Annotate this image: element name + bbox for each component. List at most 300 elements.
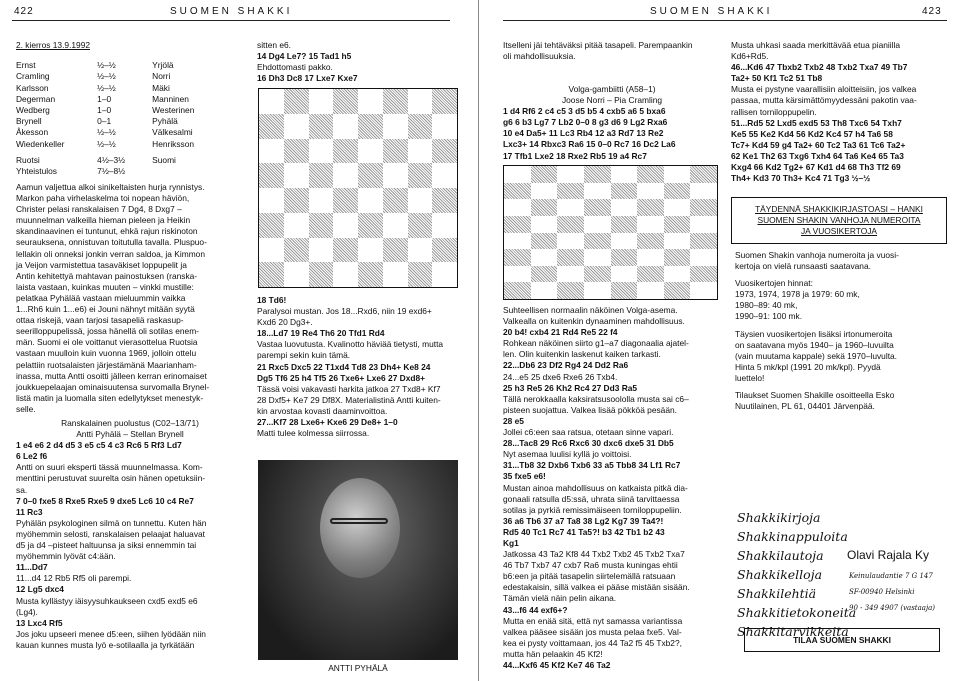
board-square <box>358 139 383 164</box>
annotation-line: Jollei c6:een saa ratsua, otetaan sinne vapari. <box>503 427 674 438</box>
board-square <box>383 163 408 188</box>
board-square <box>309 188 334 213</box>
board-square <box>584 166 611 183</box>
annotation-line: Tällä nerokkaalla kaksiratsusoololla musta sai c6– <box>503 393 689 404</box>
board-square <box>432 89 457 114</box>
annotation-line: Tämän vielä näin pelin aikana. <box>503 593 617 604</box>
annotation-line: valkea pääsee sisään jos musta pelaa fxe5. Val- <box>503 626 682 637</box>
annotation-line: Nyt asemaa luulisi kyllä jo voittoisi. <box>503 449 632 460</box>
board-square <box>664 282 691 299</box>
board-square <box>504 166 531 183</box>
board-square <box>637 166 664 183</box>
board-square <box>259 238 284 263</box>
board-square <box>284 188 309 213</box>
game-line: kauan kunnes musta lyö e-sotilaalla ja tyrkätään <box>16 639 195 650</box>
board-square <box>557 199 584 216</box>
annotation-line: mutta hän pelaakin 45 Kf2! <box>503 648 603 659</box>
annotation-line: passaa, mutta kärsimättömyydessäni pakotin vaa- <box>731 95 917 106</box>
back-issues-ad <box>731 197 947 412</box>
board-square <box>637 216 664 233</box>
game-line: 11...Dd7 <box>16 562 48 573</box>
annotation-line: Mustan ainoa mahdollisuus on katkaista pitkä dia- <box>503 482 688 493</box>
board-square <box>504 266 531 283</box>
board-square <box>259 114 284 139</box>
annotation-line: Tc7+ Kd4 59 g4 Ta2+ 60 Tc2 Ta3 61 Tc6 Ta2+ <box>731 139 906 150</box>
annotation-line: len. Olin kuitenkin laskenut kaiken tarkasti. <box>503 349 661 360</box>
board-square <box>611 166 638 183</box>
game-line: (Lg4). <box>16 606 38 617</box>
board-square <box>531 216 558 233</box>
board-square <box>432 262 457 287</box>
photo-glasses <box>330 518 388 524</box>
back-issues-body-line: Suomen Shakin vanhoja numeroita ja vuosi- <box>735 250 899 260</box>
move-line: 1 d4 Rf6 2 c4 c5 3 d5 b5 4 cxb5 a6 5 bxa6 <box>503 106 666 117</box>
move-line: 10 e4 Da5+ 11 Lc3 Rb4 12 a3 Rd7 13 Re2 <box>503 128 664 139</box>
board-square <box>432 238 457 263</box>
board-square <box>383 213 408 238</box>
back-issues-title-line: TÄYDENNÄ SHAKKIKIRJASTOASI – HANKI <box>755 204 923 214</box>
back-issues-body-line: 1973, 1974, 1978 ja 1979: 60 mk, <box>735 289 860 300</box>
right-header-rule <box>503 20 947 21</box>
annotation-line: 46...Kd6 47 Tbxb2 Txb2 48 Txb2 Txa7 49 Tb7 <box>731 62 908 73</box>
annotation-line: Musta ei pystyne vaarallisiin aloitteisiin, jos valkea <box>731 84 917 95</box>
board-square <box>309 139 334 164</box>
board-square <box>432 213 457 238</box>
left-header-rule <box>12 20 450 21</box>
annotation-line: Rohkean näköinen siirto g1–a7 diagonaalia ajatel- <box>503 338 689 349</box>
player-photo <box>258 460 458 660</box>
board-square <box>408 163 433 188</box>
board-square <box>637 282 664 299</box>
annotation-line: Kxd6 20 Dg3+. <box>257 317 313 328</box>
col3-game-title: Volga-gambiitti (A58–1) <box>568 84 656 94</box>
annotation-line: edestakaisin, sillä valkea ei pääse mistään sisään. <box>503 582 690 593</box>
article-line: 1...Rh6 kuin 1...e6) ei Jouni nähnyt mitään syytä <box>16 304 195 315</box>
annotation-line: 35 fxe5 e6! <box>503 471 546 482</box>
back-issues-body-line: (vain muutama kappale) sekä 1970–luvulta. <box>735 350 898 361</box>
board-square <box>690 166 717 183</box>
annotation-line: 44...Kxf6 45 Kf2 Ke7 46 Ta2 <box>503 660 611 670</box>
results-cell: Karlsson <box>16 82 49 93</box>
annotation-line: Th4+ Kd3 70 Th3+ Kc4 71 Tg3 ½–½ <box>731 173 871 184</box>
board-square <box>664 249 691 266</box>
back-issues-body-line: Hinta 5 mk/kpl (1991 20 mk/kpl). Pyydä <box>735 361 881 372</box>
board-square <box>259 262 284 287</box>
rajala-phone: 90 - 349 4907 (vastaaja) <box>849 604 936 612</box>
board-square <box>611 216 638 233</box>
annotation-line: 18...Ld7 19 Re4 Th6 20 Tfd1 Rd4 <box>257 328 385 339</box>
annotation-line: Valkealla on kuitenkin dynaaminen mahdollisuus. <box>503 316 685 327</box>
article-line: ja Veijon varmistettua tasaväkiset loppupelit ja <box>16 259 187 270</box>
board-square <box>557 166 584 183</box>
board-square <box>284 163 309 188</box>
back-issues-body-line: Täysien vuosikertojen lisäksi irtonumeroita <box>735 328 893 339</box>
results-row <box>16 94 241 105</box>
game-col1 <box>16 418 244 651</box>
col2-top-text <box>257 40 473 84</box>
annotation-line: pisteen suojattua. Valkea lisää pökköä pesään. <box>503 404 677 415</box>
results-row <box>16 116 241 127</box>
board-square <box>557 216 584 233</box>
annotation-line: 28 Dxf5+ Ke7 29 Df8X. Materialistinä Antti kuiten- <box>257 394 441 405</box>
article-line: seurauksena, onnistuvan toitutulla tavalla. Pluspuo- <box>16 237 207 248</box>
rajala-product: Shakkitietokoneita <box>737 605 857 620</box>
board-square <box>333 114 358 139</box>
game-line: 1 e4 e6 2 d4 d5 3 e5 c5 4 c3 Rc6 5 Rf3 Ld7 <box>16 440 182 451</box>
board-square <box>690 183 717 200</box>
board-square <box>664 183 691 200</box>
board-square <box>690 233 717 250</box>
board-square <box>637 233 664 250</box>
board-square <box>309 163 334 188</box>
board-square <box>432 114 457 139</box>
back-issues-title-line: SUOMEN SHAKIN VANHOJA NUMEROITA <box>757 215 921 225</box>
article-line: joukkuepelaajan ominaisuutensa survomalla Brynel- <box>16 381 210 392</box>
right-page-number: 423 <box>922 6 942 17</box>
results-cell: Yrjölä <box>152 60 174 71</box>
board-square <box>557 233 584 250</box>
page-gutter <box>478 0 479 681</box>
annotation-line: gonaali ratsulla d5:ssä, uhrata siinä tarvittaessa <box>503 493 680 504</box>
results-cell: 1–0 <box>97 93 112 104</box>
back-issues-title-box <box>731 197 947 244</box>
board-square <box>584 249 611 266</box>
board-square <box>358 238 383 263</box>
board-square <box>408 238 433 263</box>
board-square <box>358 163 383 188</box>
results-cell: Välkesalmi <box>152 127 193 138</box>
board-square <box>408 188 433 213</box>
annotation-line: 18 Td6! <box>257 295 287 305</box>
game-line: 11 Rc3 <box>16 506 43 517</box>
board-square <box>611 266 638 283</box>
game-line: Musta kyllästyy iäisyysuhkaukseen cxd5 exd5 e6 <box>16 595 198 606</box>
rajala-company: Olavi Rajala Ky <box>847 548 930 562</box>
results-cell: Brynell <box>16 116 42 127</box>
col4-top-text <box>731 40 949 184</box>
col2-bottom-text <box>257 295 473 439</box>
results-cell: 4½–3½ <box>97 154 126 165</box>
article-line: selle. <box>16 403 36 414</box>
results-total-row <box>16 150 241 166</box>
board-square <box>284 213 309 238</box>
game-line: 7 0–0 fxe5 8 Rxe5 Rxe5 9 dxe5 Lc6 10 c4 Re7 <box>16 495 194 506</box>
article-line: skandinaavinen ei tuntunut, ehkä rajun riskinoton <box>16 226 198 237</box>
back-issues-body-line: Nuutilainen, PL 61, 04401 Järvenpää. <box>735 401 875 412</box>
annotation-line: 28...Tac8 29 Rc6 Rxc6 30 dxc6 dxe5 31 Db5 <box>503 438 674 449</box>
board-square <box>259 188 284 213</box>
board-square <box>259 89 284 114</box>
board-square <box>611 233 638 250</box>
annotation-line: Ke5 55 Ke2 Kd4 56 Kd2 Kc4 57 h4 Ta6 58 <box>731 128 893 139</box>
game-line: d5 ja d4 –pisteet haltuunsa ja siksi ennemmin tai <box>16 540 197 551</box>
board-square <box>383 139 408 164</box>
board-square <box>557 183 584 200</box>
board-square <box>504 183 531 200</box>
article-line: ottaa riskejä, vaan tarjosi tasapeliä raskasup- <box>16 315 184 326</box>
board-square <box>664 266 691 283</box>
annotation-line: Kxg4 66 Kd2 Tg2+ 67 Kd1 d4 68 Th3 Tf2 69 <box>731 162 901 173</box>
annotation-line: Tässä voisi vakavasti harkita jatkoa 27 Txd8+ Kf7 <box>257 383 441 394</box>
game-line: Jos joku upseeri menee d5:een, siihen lyödään niin <box>16 628 206 639</box>
board-square <box>531 233 558 250</box>
results-cell: Manninen <box>152 93 189 104</box>
board-square <box>284 114 309 139</box>
results-cell: Westerinen <box>152 104 195 115</box>
results-cell: Degerman <box>16 93 56 104</box>
results-table <box>16 60 241 177</box>
annotation-line: 21 Rxc5 Dxc5 22 T1xd4 Td8 23 Dh4+ Ke8 24 <box>257 361 431 372</box>
board-square <box>584 266 611 283</box>
chess-diagram-1 <box>258 88 458 288</box>
board-square <box>690 266 717 283</box>
results-row <box>16 139 241 150</box>
annotation-line: 62 Ke1 Th2 63 Txg6 Txh4 64 Ta6 Ke4 65 Ta3 <box>731 150 904 161</box>
article-line: seerilloppupelissä, jossa hänellä oli sotilas enem- <box>16 326 199 337</box>
board-square <box>557 266 584 283</box>
board-square <box>531 183 558 200</box>
photo-caption: ANTTI PYHÄLÄ <box>328 663 388 673</box>
back-issues-body-line: 1990–91: 100 mk. <box>735 311 803 322</box>
results-total-row <box>16 166 241 177</box>
board-square <box>531 282 558 299</box>
game-line: 6 Le2 f6 <box>16 451 48 462</box>
results-cell: ½–½ <box>97 60 116 71</box>
results-cell: Norri <box>152 71 171 82</box>
board-square <box>504 282 531 299</box>
board-square <box>284 139 309 164</box>
rajala-product: Shakkitarvikkeita <box>737 624 849 639</box>
results-row <box>16 60 241 71</box>
board-square <box>504 249 531 266</box>
move-line: 17 Tfb1 Lxe2 18 Rxe2 Rb5 19 a4 Rc7 <box>503 150 647 161</box>
board-square <box>259 213 284 238</box>
annotation-line: Matti tulee kolmessa siirrossa. <box>257 428 370 439</box>
board-square <box>333 139 358 164</box>
article-line: pelatkaa Pyhälää vastaan mieluummin vaikka <box>16 292 186 303</box>
board-square <box>504 233 531 250</box>
article-line: inassa, mutta Antti osoitti jälleen kerran erinomaiset <box>16 370 207 381</box>
game-line: myöhemmin selosti, ranskalaisen pelaajat haluavat <box>16 528 206 539</box>
rajala-product: Shakkikelloja <box>737 567 823 582</box>
results-cell: Henriksson <box>152 138 195 149</box>
rajala-product: Shakkikirjoja <box>737 510 821 525</box>
results-cell: Wedberg <box>16 104 50 115</box>
annotation-line: parempi sekin kuin tämä. <box>257 350 351 361</box>
annotation-line: 25 h3 Re5 26 Kh2 Rc4 27 Dd3 Ra5 <box>503 382 638 393</box>
annotation-line: Rd5 40 Tc1 Rc7 41 Ta5?! b3 42 Tb1 b2 43 <box>503 526 665 537</box>
annotation-line: Musta uhkasi saada merkittävää etua pianiilla <box>731 40 900 50</box>
board-square <box>504 199 531 216</box>
annotation-line: 36 a6 Tb6 37 a7 Ta8 38 Lg2 Kg7 39 Ta4?! <box>503 515 664 526</box>
board-square <box>584 199 611 216</box>
board-square <box>504 216 531 233</box>
rajala-product: Shakkinappuloita <box>737 529 848 544</box>
board-square <box>690 249 717 266</box>
annotation-line: 22...Db6 23 Df2 Rg4 24 Dd2 Ra6 <box>503 360 629 371</box>
annotation-line: 20 b4! cxb4 21 Rd4 Re5 22 f4 <box>503 327 618 338</box>
game-line: 11...d4 12 Rb5 Rf5 oli parempi. <box>16 573 132 584</box>
board-square <box>358 114 383 139</box>
board-square <box>358 188 383 213</box>
results-row <box>16 105 241 116</box>
col3-game <box>503 84 721 162</box>
board-square <box>408 89 433 114</box>
board-square <box>690 199 717 216</box>
rajala-product: Shakkilautoja <box>737 548 824 563</box>
board-square <box>284 89 309 114</box>
annotation-line: b6:een ja pitää tasapelin siirtelemällä ratsuaan <box>503 571 676 582</box>
board-square <box>358 262 383 287</box>
back-issues-body-line: Tilaukset Suomen Shakille osoitteella Esko <box>735 390 895 401</box>
photo-face <box>320 478 400 578</box>
game-line: Antti on suuri eksperti tässä muunnelmassa. Kom- <box>16 462 203 473</box>
board-square <box>664 216 691 233</box>
board-square <box>383 262 408 287</box>
annotation-line: 46 Tb7 Txb7 47 cxb7 Ra6 musta kuningas ehtii <box>503 560 678 571</box>
board-square <box>690 282 717 299</box>
move-line: g6 6 b3 Lg7 7 Lb2 0–0 8 g3 d6 9 Lg2 Rxa6 <box>503 117 668 128</box>
annotation-line: Dg5 Tf6 25 h4 Tf5 26 Txe6+ Lxe6 27 Dxd8+ <box>257 372 426 383</box>
game-line: 13 Lxc4 Rf5 <box>16 617 63 628</box>
back-issues-body-line: Vuosikertojen hinnat: <box>735 278 813 289</box>
board-square <box>637 249 664 266</box>
board-square <box>408 262 433 287</box>
annotation-line: 14 Dg4 Le7? 15 Tad1 h5 <box>257 51 352 62</box>
results-cell: ½–½ <box>97 138 116 149</box>
board-square <box>584 282 611 299</box>
annotation-line: Jatkossa 43 Ta2 Kf8 44 Txb2 Txb2 45 Txb2 Txa7 <box>503 549 685 560</box>
col3-bottom-text <box>503 305 721 671</box>
rajala-address-1: Keinulaudantie 7 G 147 <box>849 572 933 580</box>
annotation-line: kea ei pysty voittamaan, jos 44 Ta2 f5 45 Txb2?, <box>503 637 682 648</box>
board-square <box>309 262 334 287</box>
results-cell: Suomi <box>152 154 176 165</box>
article-line: muunnelman valkeilla hieman pieleen ja Heikin <box>16 215 191 226</box>
board-square <box>637 183 664 200</box>
board-square <box>611 183 638 200</box>
board-square <box>637 266 664 283</box>
board-square <box>358 213 383 238</box>
annotation-line: sitten e6. <box>257 40 291 50</box>
game-title: Ranskalainen puolustus (C02–13/71) <box>61 418 199 428</box>
board-square <box>584 183 611 200</box>
rajala-product: Shakkilehtiä <box>737 586 817 601</box>
board-square <box>432 188 457 213</box>
board-square <box>531 266 558 283</box>
annotation-line: Suhteellisen normaalin näköinen Volga-asema. <box>503 305 678 315</box>
left-running-title: SUOMEN SHAKKI <box>170 6 293 17</box>
game-line: 12 Lg5 dxc4 <box>16 584 64 595</box>
annotation-line: 43...f6 44 exf6+? <box>503 604 568 615</box>
back-issues-body-line: kertoja on vielä runsaasti saatavana. <box>735 261 871 272</box>
article-line: Itselleni jäi tehtäväksi pitää tasapeli. Parempaankin <box>503 40 693 50</box>
game-line: Pyhälän psykologinen silmä on tunnettu. Kuten hän <box>16 517 207 528</box>
annotation-line: Paralysoi mustan. Jos 18...Rxd6, niin 19 exd6+ <box>257 306 432 317</box>
move-line: Lxc3+ 14 Rbxc3 Ra6 15 0–0 Rc7 16 Dc2 La6 <box>503 139 676 150</box>
results-cell: ½–½ <box>97 82 116 93</box>
board-square <box>309 238 334 263</box>
results-row <box>16 71 241 82</box>
board-square <box>408 114 433 139</box>
board-square <box>383 89 408 114</box>
annotation-line: 24...e5 25 dxe6 Rxe6 26 Txb4. <box>503 371 618 382</box>
article-line: Markon paha virhelaskelma toi nopean häviön, <box>16 193 190 204</box>
board-square <box>259 163 284 188</box>
board-square <box>383 238 408 263</box>
article-line: Aamun valjettua alkoi sinikeltaisten hurja rynnistys. <box>16 182 205 192</box>
board-square <box>432 163 457 188</box>
back-issues-body-line: on saatavana myös 1940– ja 1960–luvuilta <box>735 339 894 350</box>
results-cell: Mäki <box>152 82 170 93</box>
board-square <box>383 188 408 213</box>
game-players: Antti Pyhälä – Stellan Brynell <box>76 429 184 440</box>
right-running-title: SUOMEN SHAKKI <box>650 6 773 17</box>
board-square <box>531 249 558 266</box>
annotation-line: 16 Dh3 Dc8 17 Lxe7 Kxe7 <box>257 73 358 84</box>
board-square <box>531 166 558 183</box>
board-square <box>309 213 334 238</box>
results-cell: 1–0 <box>97 104 112 115</box>
subscribe-label: TILAA SUOMEN SHAKKI <box>793 635 891 645</box>
annotation-line: Kd6+Rd5. <box>731 51 769 62</box>
article-line: lellakin oli onneksi jonkin verran saldoa, ja Kimmon <box>16 248 205 259</box>
board-square <box>284 262 309 287</box>
board-square <box>584 216 611 233</box>
board-square <box>333 238 358 263</box>
board-square <box>432 139 457 164</box>
board-square <box>637 199 664 216</box>
article-line: vastaan muulloin kuin vuonna 1969, jolloin ottelu <box>16 348 197 359</box>
annotation-line: 28 e5 <box>503 415 524 426</box>
board-square <box>664 233 691 250</box>
board-square <box>611 282 638 299</box>
results-cell: Ruotsi <box>16 154 40 165</box>
article-line: laista vastaan, kuinkas muuten – vinkki mustille: <box>16 281 194 292</box>
results-cell: Yhteistulos <box>16 165 57 176</box>
results-row <box>16 127 241 138</box>
article-line: Christer pelasi ranskalaisen 7 Dg4, 8 Dxg7 – <box>16 204 182 215</box>
board-square <box>333 163 358 188</box>
annotation-line: 51...Rd5 52 Lxd5 exd5 53 Th8 Txc6 54 Txh7 <box>731 117 902 128</box>
board-square <box>259 139 284 164</box>
article-line: oli mahdollisuuksia. <box>503 51 576 62</box>
results-cell: Wiedenkeller <box>16 138 65 149</box>
col3-top-text <box>503 40 721 62</box>
results-cell: Åkesson <box>16 127 49 138</box>
rajala-ad <box>731 508 947 639</box>
results-cell: Cramling <box>16 71 50 82</box>
board-square <box>284 238 309 263</box>
results-cell: ½–½ <box>97 127 116 138</box>
annotation-line: sotilas ja pyrkiä remissimäiseen torniloppupeliin. <box>503 504 682 515</box>
annotation-line: Ehdottomasti pakko. <box>257 62 333 73</box>
board-square <box>557 249 584 266</box>
results-heading: 2. kierros 13.9.1992 <box>16 40 91 50</box>
board-square <box>333 213 358 238</box>
rajala-address-2: SF-00940 Helsinki <box>849 588 915 596</box>
game-line: menttini perustuvat suurelta osin hänen opetuksiin- <box>16 473 206 484</box>
board-square <box>611 199 638 216</box>
board-square <box>408 139 433 164</box>
results-cell: 0–1 <box>97 116 112 127</box>
board-square <box>383 114 408 139</box>
results-row <box>16 83 241 94</box>
annotation-line: 27...Kf7 28 Lxe6+ Kxe6 29 De8+ 1–0 <box>257 417 398 428</box>
board-square <box>584 233 611 250</box>
annotation-line: rallisen torniloppupelin. <box>731 106 817 117</box>
col3-game-players: Joose Norri – Pia Cramling <box>561 95 663 106</box>
